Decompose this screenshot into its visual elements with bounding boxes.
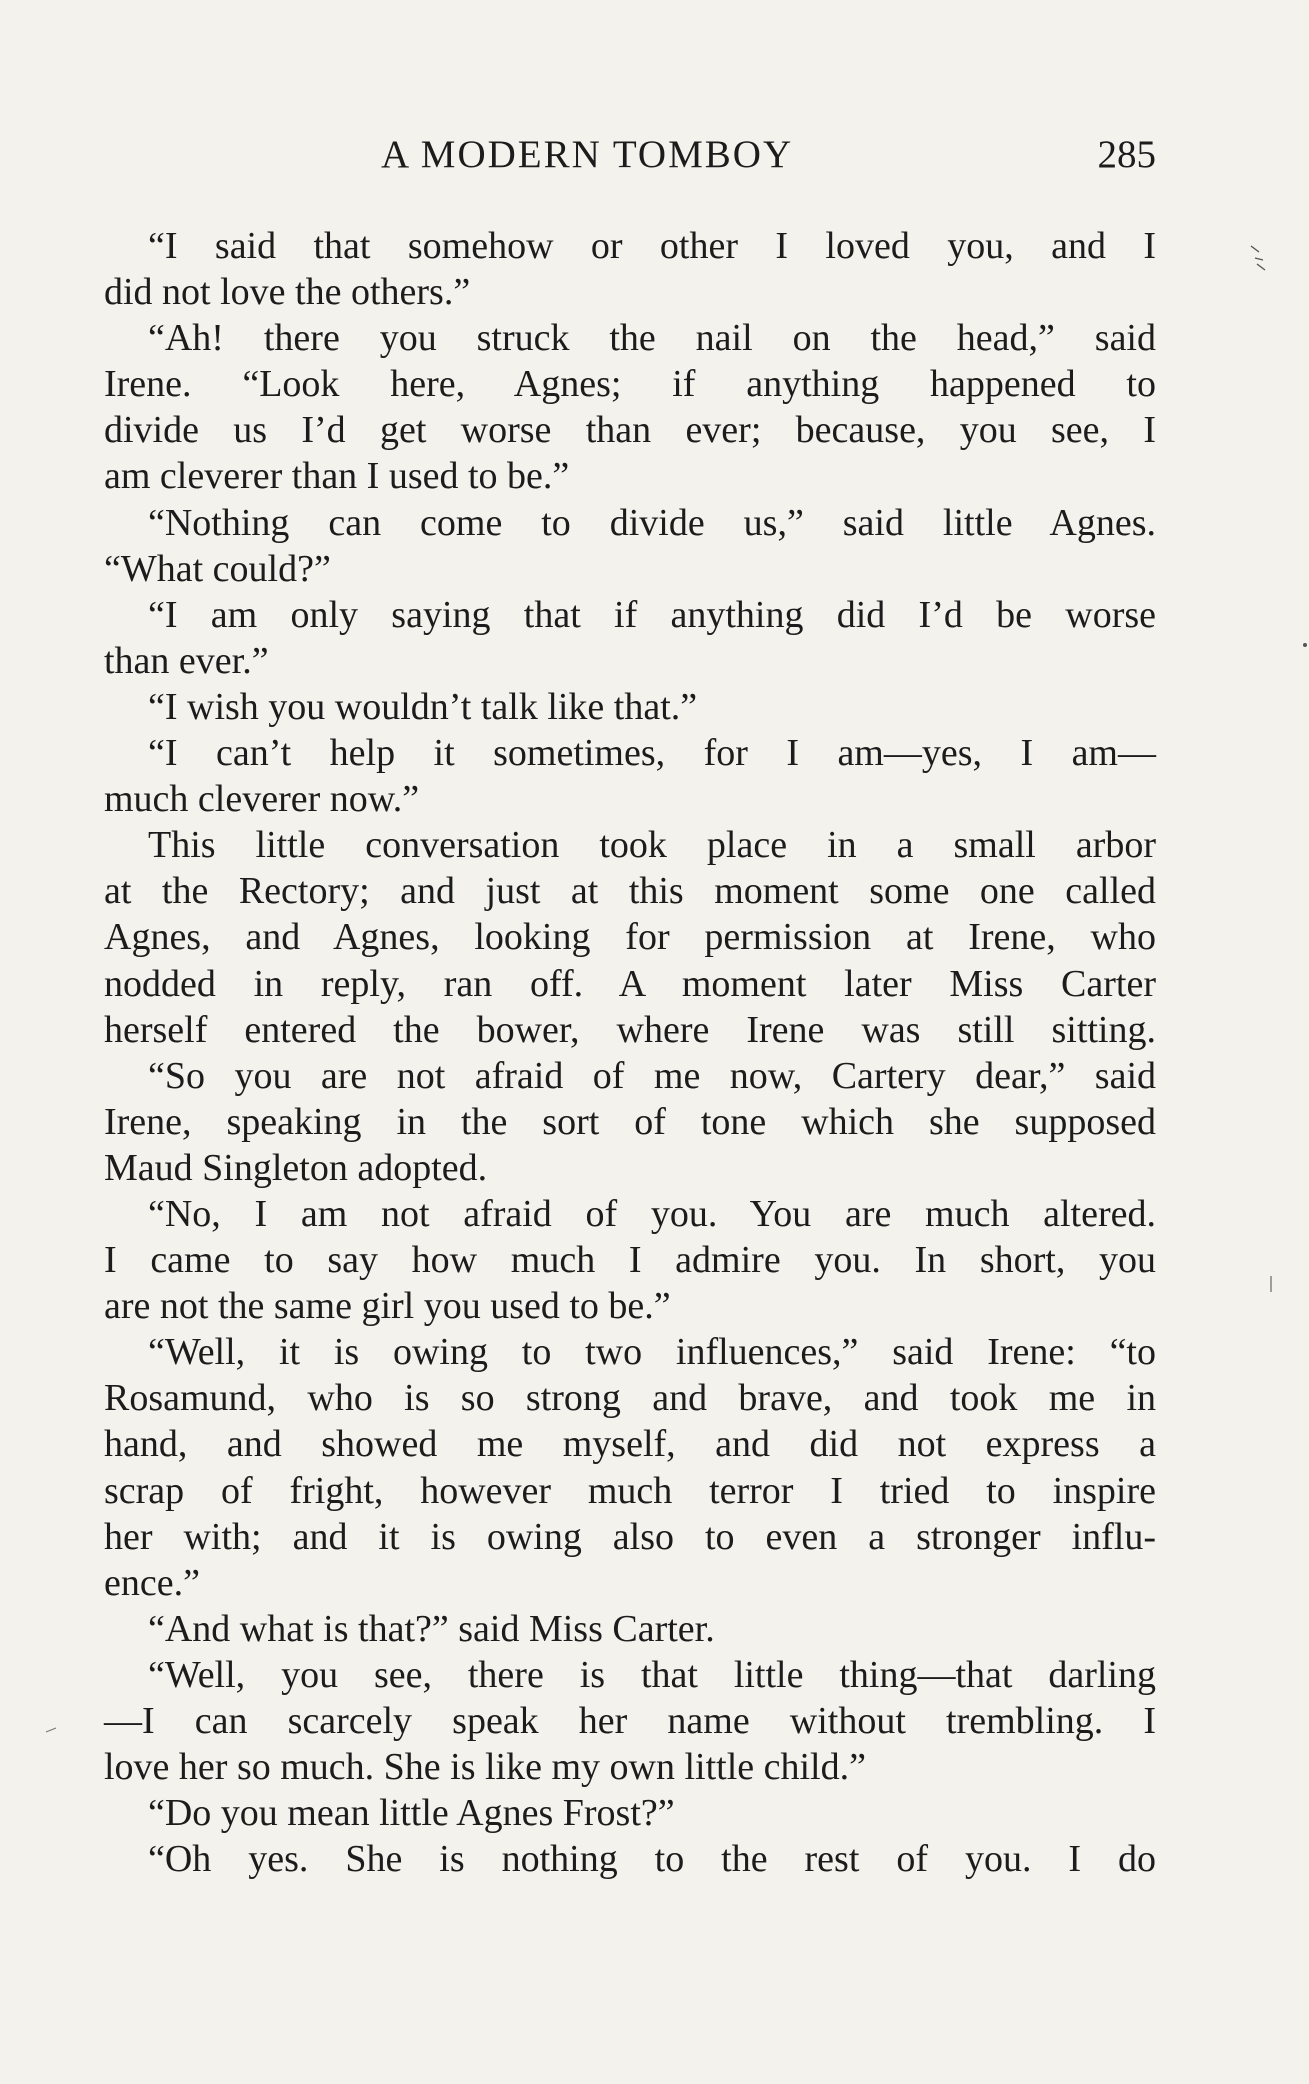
text-line: “What could?” <box>104 547 331 590</box>
text-line: Maud Singleton adopted. <box>104 1146 488 1189</box>
text-line: “I am only saying that if anything did I’d be worse <box>148 593 1156 636</box>
text-line: Rosamund, who is so strong and brave, and took me in <box>104 1377 1156 1420</box>
text-line: nodded in reply, ran off. A moment later Miss Carter <box>104 962 1156 1005</box>
text-line: divide us I’d get worse than ever; because, you see, I <box>104 409 1156 452</box>
page-number: 285 <box>1097 133 1156 176</box>
text-line: are not the same girl you used to be.” <box>104 1285 671 1328</box>
running-title: A MODERN TOMBOY <box>381 133 794 176</box>
text-line: love her so much. She is like my own little child.” <box>104 1746 866 1789</box>
text-line: her with; and it is owing also to even a stronger influ- <box>104 1515 1156 1558</box>
margin-speck-mark <box>1245 238 1275 278</box>
text-line: “I wish you wouldn’t talk like that.” <box>148 685 698 728</box>
text-line: “Well, it is owing to two influences,” said Irene: “to <box>148 1331 1156 1374</box>
text-line: Agnes, and Agnes, looking for permission at Irene, who <box>104 916 1156 959</box>
margin-speck-mark <box>1302 640 1308 650</box>
text-line: than ever.” <box>104 639 269 682</box>
body-text <box>104 223 1156 1882</box>
text-line: hand, and showed me myself, and did not express a <box>104 1423 1156 1466</box>
text-line: much cleverer now.” <box>104 778 420 821</box>
text-line: “Well, you see, there is that little thing—that darling <box>148 1653 1156 1696</box>
margin-speck-mark <box>1268 1274 1274 1294</box>
text-line: am cleverer than I used to be.” <box>104 455 570 498</box>
text-line: herself entered the bower, where Irene was still sitting. <box>104 1008 1156 1051</box>
margin-speck-mark <box>44 1726 58 1734</box>
text-line: “Do you mean little Agnes Frost?” <box>148 1792 675 1835</box>
text-line: “Nothing can come to divide us,” said little Agnes. <box>148 501 1156 544</box>
text-line: “Ah! there you struck the nail on the head,” said <box>148 317 1156 360</box>
page-header <box>104 128 1156 182</box>
text-line: Irene, speaking in the sort of tone which she supposed <box>104 1100 1156 1143</box>
text-line: ence.” <box>104 1561 200 1604</box>
text-line: “No, I am not afraid of you. You are much altered. <box>148 1192 1156 1235</box>
text-line: Irene. “Look here, Agnes; if anything happened to <box>104 363 1156 406</box>
text-line: I came to say how much I admire you. In short, you <box>104 1239 1156 1282</box>
text-line: “I can’t help it sometimes, for I am—yes, I am— <box>148 732 1156 775</box>
text-line: “Oh yes. She is nothing to the rest of you. I do <box>148 1838 1156 1881</box>
text-line: “And what is that?” said Miss Carter. <box>148 1607 715 1650</box>
text-line: —I can scarcely speak her name without trembling. I <box>104 1700 1156 1742</box>
text-line: scrap of fright, however much terror I tried to inspire <box>104 1469 1156 1512</box>
text-line: “So you are not afraid of me now, Cartery dear,” said <box>148 1054 1156 1097</box>
text-line: This little conversation took place in a small arbor <box>148 824 1156 867</box>
text-line: “I said that somehow or other I loved you, and I <box>148 225 1156 267</box>
text-line: at the Rectory; and just at this moment some one called <box>104 870 1156 913</box>
text-line: did not love the others.” <box>104 271 471 314</box>
